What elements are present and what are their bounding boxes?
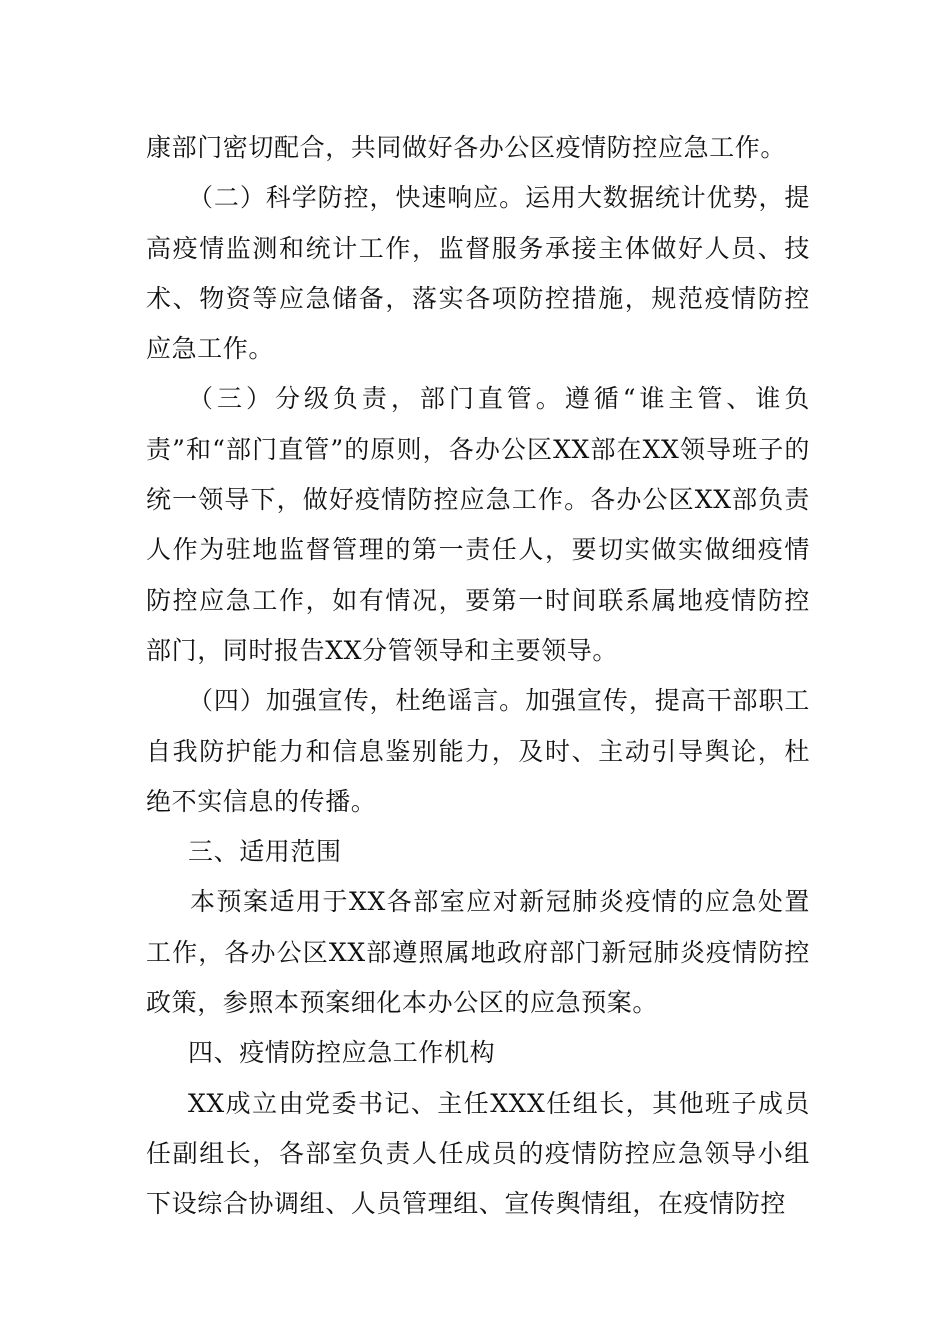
paragraph-tiered-responsibility: （三）分级负责，部门直管。遵循“谁主管、谁负责”和“部门直管”的原则，各办公区XX部在XX领导班子的统一领导下，做好疫情防控应急工作。各办公区XX部负责人作为驻地监督管理的第一责任人，要切实做实做细疫情防控应急工作，如有情况，要第一时间联系属地疫情防控部门，同时报告XX分管领导和主要领导。: [146, 384, 810, 665]
section-heading-scope: 三、适用范围: [188, 837, 342, 867]
document-body: [146, 123, 810, 1230]
paragraph-organization: XX成立由党委书记、主任XXX任组长，其他班子成员任副组长，各部室负责人任成员的疫情防控应急领导小组下设综合协调组、人员管理组、宣传舆情组，在疫情防控: [146, 1088, 810, 1219]
paragraph-continuation: 康部门密切配合，共同做好各办公区疫情防控应急工作。: [146, 133, 787, 162]
paragraph-publicity: （四）加强宣传，杜绝谣言。加强宣传，提高干部职工自我防护能力和信息鉴别能力，及时、主动引导舆论，杜绝不实信息的传播。: [146, 686, 810, 816]
paragraph-scope: 本预案适用于XX各部室应对新冠肺炎疫情的应急处置工作，各办公区XX部遵照属地政府部门新冠肺炎疫情防控政策，参照本预案细化本办公区的应急预案。: [146, 887, 810, 1018]
section-heading-organization: 四、疫情防控应急工作机构: [188, 1038, 496, 1068]
paragraph-scientific-prevention: （二）科学防控，快速响应。运用大数据统计优势，提高疫情监测和统计工作，监督服务承接主体做好人员、技术、物资等应急储备，落实各项防控措施，规范疫情防控应急工作。: [146, 183, 810, 364]
